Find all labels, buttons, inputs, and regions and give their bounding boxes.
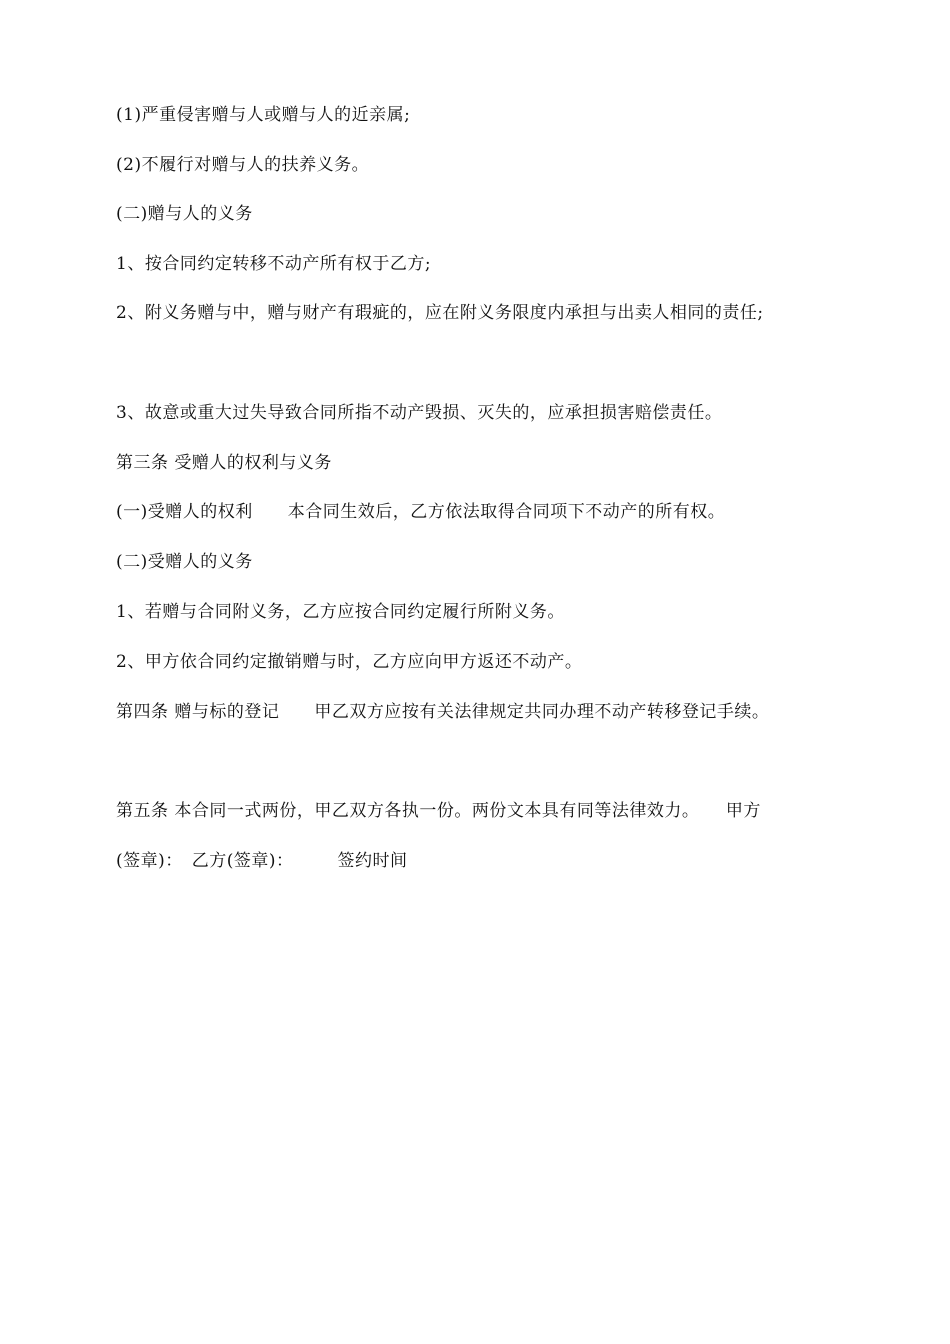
clause-line-6: (一)受赠人的权利 本合同生效后，乙方依法取得合同项下不动产的所有权。 [116,502,726,522]
clause-line-3: 1、按合同约定转移不动产所有权于乙方; [116,254,432,274]
article-3-heading: 第三条 受赠人的权利与义务 [116,453,332,473]
section-heading-donee-duties: (二)受赠人的义务 [116,552,253,572]
clause-line-8: 2、甲方依合同约定撤销赠与时，乙方应向甲方返还不动产。 [116,652,583,672]
article-4-text: 第四条 赠与标的登记 甲乙双方应按有关法律规定共同办理不动产转移登记手续。 [116,702,770,722]
clause-line-5: 3、故意或重大过失导致合同所指不动产毁损、灭失的，应承担损害赔偿责任。 [116,403,723,423]
article-5-text: 第五条 本合同一式两份，甲乙双方各执一份。两份文本具有同等法律效力。 甲方 [116,801,761,821]
signature-line: (签章)： 乙方(签章)： 签约时间 [116,851,408,871]
section-heading-donor-duties: (二)赠与人的义务 [116,204,253,224]
clause-line-1: (1)严重侵害赠与人或赠与人的近亲属; [116,105,411,125]
clause-line-7: 1、若赠与合同附义务，乙方应按合同约定履行所附义务。 [116,602,565,622]
clause-line-4: 2、附义务赠与中，赠与财产有瑕疵的，应在附义务限度内承担与出卖人相同的责任; [116,303,764,323]
clause-line-2: (2)不履行对赠与人的扶养义务。 [116,155,370,175]
